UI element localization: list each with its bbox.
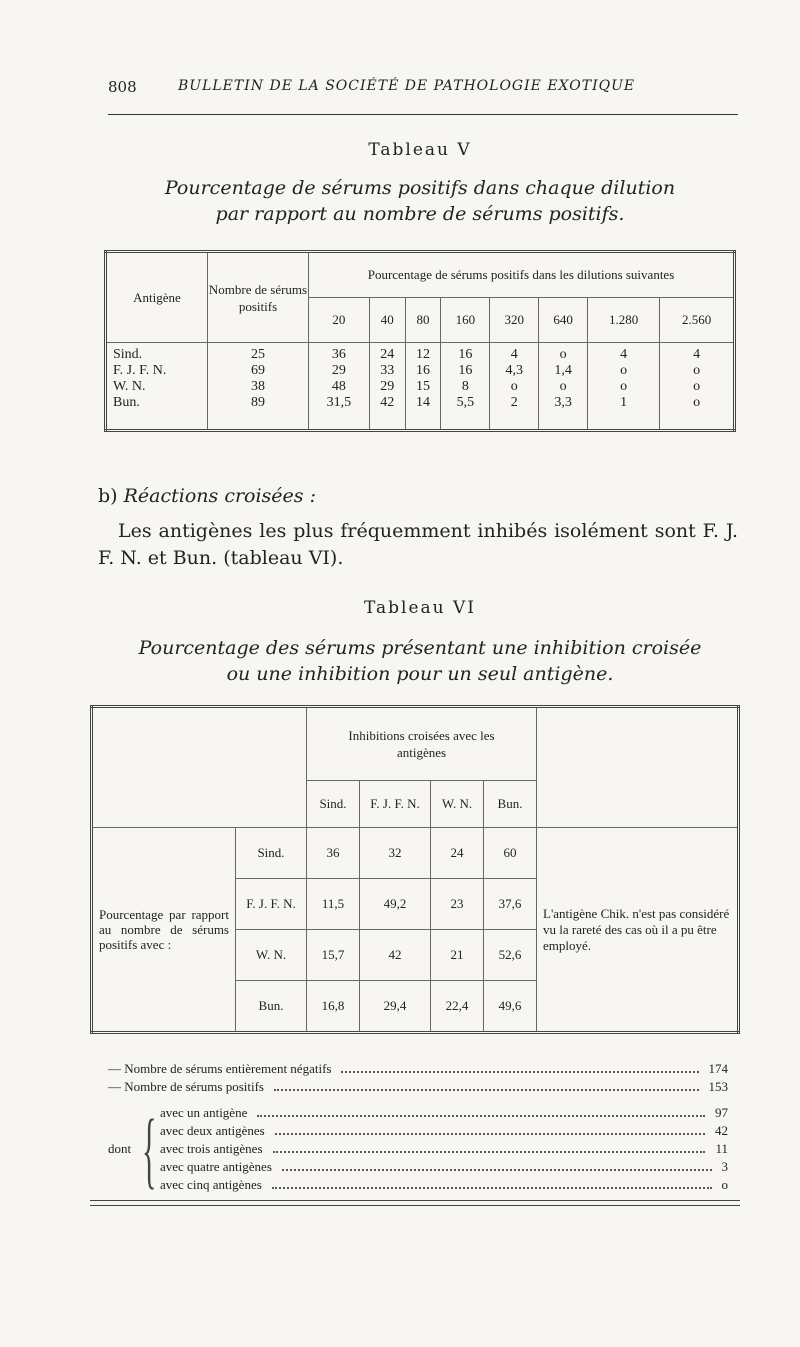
table5-value-column: 16 16 8 5,5 xyxy=(441,343,490,431)
leader-dots xyxy=(341,1060,698,1073)
table6-row-label: Pourcentage par rapport au nombre de sérums positifs avec : xyxy=(92,828,236,1033)
table5-count-cell: 25 69 38 89 xyxy=(208,343,309,431)
leader-dots xyxy=(257,1104,705,1117)
dont-label: dont xyxy=(108,1141,132,1156)
list-item xyxy=(160,1158,728,1176)
section-b-heading xyxy=(98,485,316,507)
summary-breakdown xyxy=(108,1101,728,1197)
table6-cell: 15,7 xyxy=(307,930,360,981)
summary-row-negative xyxy=(108,1060,728,1078)
table6-cell: 60 xyxy=(484,828,537,879)
summary-block xyxy=(108,1060,728,1197)
table5-antigen-cell: Sind. F. J. F. N. W. N. Bun. xyxy=(106,343,208,431)
summary-row-positive xyxy=(108,1078,728,1096)
table-row xyxy=(92,828,739,879)
table6-caption-line2: ou une inhibition pour un seul antigène. xyxy=(226,663,614,685)
list-item xyxy=(160,1104,728,1122)
table5-value-column: 4 o o o xyxy=(660,343,735,431)
bottom-rule xyxy=(90,1200,740,1206)
list-item xyxy=(160,1140,728,1158)
table5-col-group: Pourcentage de sérums positifs dans les dilutions suivantes xyxy=(309,252,735,298)
breakdown-label: avec cinq antigènes xyxy=(160,1177,262,1192)
table6-cell: 49,2 xyxy=(360,879,431,930)
list-item xyxy=(160,1122,728,1140)
leader-dots xyxy=(275,1122,705,1135)
table6-cell: 49,6 xyxy=(484,981,537,1033)
table5-value-column: 4 o o 1 xyxy=(588,343,660,431)
table6-note: L'antigène Chik. n'est pas considéré vu la rareté des cas où il a pu être employé. xyxy=(537,828,739,1033)
table5-dilution-header: 1.280 xyxy=(588,298,660,343)
leader-dots xyxy=(282,1158,712,1171)
breakdown-value: 97 xyxy=(715,1105,728,1120)
table5-dilution-header: 20 xyxy=(309,298,370,343)
table6-corner xyxy=(92,707,307,828)
table6-title: Tableau VI xyxy=(363,598,476,618)
section-b-paragraph: Les antigènes les plus fréquemment inhibés isolément sont F. J. F. N. et Bun. (tableau VI). xyxy=(98,520,738,569)
table5-col-antigen: Antigène xyxy=(106,252,208,343)
table5-value-column: 36 29 48 31,5 xyxy=(309,343,370,431)
table6 xyxy=(90,705,740,1034)
table5-caption-line1: Pourcentage de sérums positifs dans chaque dilution xyxy=(164,177,676,199)
table5-value-column: 4 4,3 o 2 xyxy=(490,343,539,431)
breakdown-label: avec un antigène xyxy=(160,1105,248,1120)
table6-caption-line1: Pourcentage des sérums présentant une inhibition croisée xyxy=(138,637,702,659)
table6-cell: 24 xyxy=(431,828,484,879)
table5-dilution-header: 160 xyxy=(441,298,490,343)
table6-group-header: Inhibitions croisées avec les antigènes xyxy=(307,707,537,781)
table6-cell: 11,5 xyxy=(307,879,360,930)
table6-col-header: F. J. F. N. xyxy=(360,781,431,828)
list-item xyxy=(160,1176,728,1194)
table6-cell: 16,8 xyxy=(307,981,360,1033)
table5-caption-line2: par rapport au nombre de sérums positifs. xyxy=(215,203,625,225)
header-rule xyxy=(108,114,738,115)
table5-dilution-header: 320 xyxy=(490,298,539,343)
table5-dilution-header: 2.560 xyxy=(660,298,735,343)
summary-value: 174 xyxy=(708,1061,728,1076)
breakdown-value: o xyxy=(721,1177,728,1192)
table5 xyxy=(104,250,736,432)
summary-label: — Nombre de sérums positifs xyxy=(108,1079,264,1094)
table6-row-antigen: Sind. xyxy=(236,828,307,879)
table6-cell: 37,6 xyxy=(484,879,537,930)
section-b-letter: b) xyxy=(98,485,118,507)
table6-cell: 21 xyxy=(431,930,484,981)
breakdown-label: avec quatre antigènes xyxy=(160,1159,272,1174)
table6-col-header: Sind. xyxy=(307,781,360,828)
table6-cell: 23 xyxy=(431,879,484,930)
table5-dilution-header: 40 xyxy=(369,298,405,343)
table6-row-antigen: F. J. F. N. xyxy=(236,879,307,930)
table6-cell: 22,4 xyxy=(431,981,484,1033)
leader-dots xyxy=(273,1140,706,1153)
table6-cell: 29,4 xyxy=(360,981,431,1033)
table6-cell: 52,6 xyxy=(484,930,537,981)
table5-value-column: 12 16 15 14 xyxy=(405,343,441,431)
breakdown-value: 42 xyxy=(715,1123,728,1138)
summary-value: 153 xyxy=(708,1079,728,1094)
breakdown-label: avec trois antigènes xyxy=(160,1141,263,1156)
summary-label: — Nombre de sérums entièrement négatifs xyxy=(108,1061,332,1076)
table5-col-count: Nombre de sérums positifs xyxy=(208,252,309,343)
breakdown-value: 11 xyxy=(715,1141,728,1156)
table5-value-column: 24 33 29 42 xyxy=(369,343,405,431)
table5-dilution-header: 80 xyxy=(405,298,441,343)
page-number: 808 xyxy=(108,78,137,96)
breakdown-label: avec deux antigènes xyxy=(160,1123,265,1138)
table6-row-antigen: W. N. xyxy=(236,930,307,981)
table6-note-header xyxy=(537,707,739,828)
table6-col-header: Bun. xyxy=(484,781,537,828)
leader-dots xyxy=(274,1078,699,1091)
leader-dots xyxy=(272,1176,712,1189)
running-header xyxy=(108,78,738,106)
table6-cell: 32 xyxy=(360,828,431,879)
table5-value-column: o 1,4 o 3,3 xyxy=(539,343,588,431)
section-b-title: Réactions croisées : xyxy=(123,485,316,507)
table6-cell: 42 xyxy=(360,930,431,981)
table6-row-antigen: Bun. xyxy=(236,981,307,1033)
running-title: BULLETIN DE LA SOCIÉTÉ DE PATHOLOGIE EXOTIQUE xyxy=(178,78,636,94)
brace-glyph: { xyxy=(142,1101,157,1197)
table5-title: Tableau V xyxy=(368,140,472,160)
table6-col-header: W. N. xyxy=(431,781,484,828)
table5-dilution-header: 640 xyxy=(539,298,588,343)
table6-cell: 36 xyxy=(307,828,360,879)
breakdown-value: 3 xyxy=(721,1159,728,1174)
